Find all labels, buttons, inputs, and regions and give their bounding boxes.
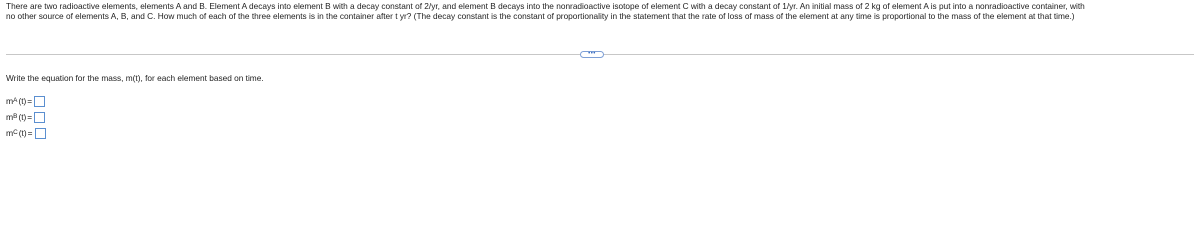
mass-variable: m [6,112,14,122]
time-argument: (t) [18,112,27,122]
equation-row-b: m B (t) = [6,111,45,123]
time-argument: (t) [18,96,27,106]
equals-sign: = [27,96,33,106]
equals-sign: = [27,128,33,138]
mass-variable: m [6,128,14,138]
time-argument: (t) [18,128,27,138]
mass-variable: m [6,96,14,106]
equals-sign: = [27,112,33,122]
answer-input-mc[interactable] [35,128,46,139]
answer-input-ma[interactable] [34,96,45,107]
show-more-button[interactable]: ••• [580,51,604,58]
equation-row-a: m A (t) = [6,95,45,107]
problem-statement [6,1,1194,22]
answer-input-mb[interactable] [34,112,45,123]
equation-row-c: m C (t) = [6,127,46,139]
instruction-text: Write the equation for the mass, m(t), for each element based on time. [6,73,264,83]
problem-line-2: no other source of elements A, B, and C. How much of each of the three elements is in the container after t yr? (The decay constant is the constant of proportionality in the statement that the rate of loss of mass of the element at any time is proportional to the mass of the element at that time.) [6,11,1075,22]
problem-line-1: There are two radioactive elements, elements A and B. Element A decays into element B with a decay constant of 2/yr, and element B decays into the nonradioactive isotope of element C with a decay constant of 1/yr. An initial mass of 2 kg of element A is put into a nonradioactive container, with [6,1,1085,11]
